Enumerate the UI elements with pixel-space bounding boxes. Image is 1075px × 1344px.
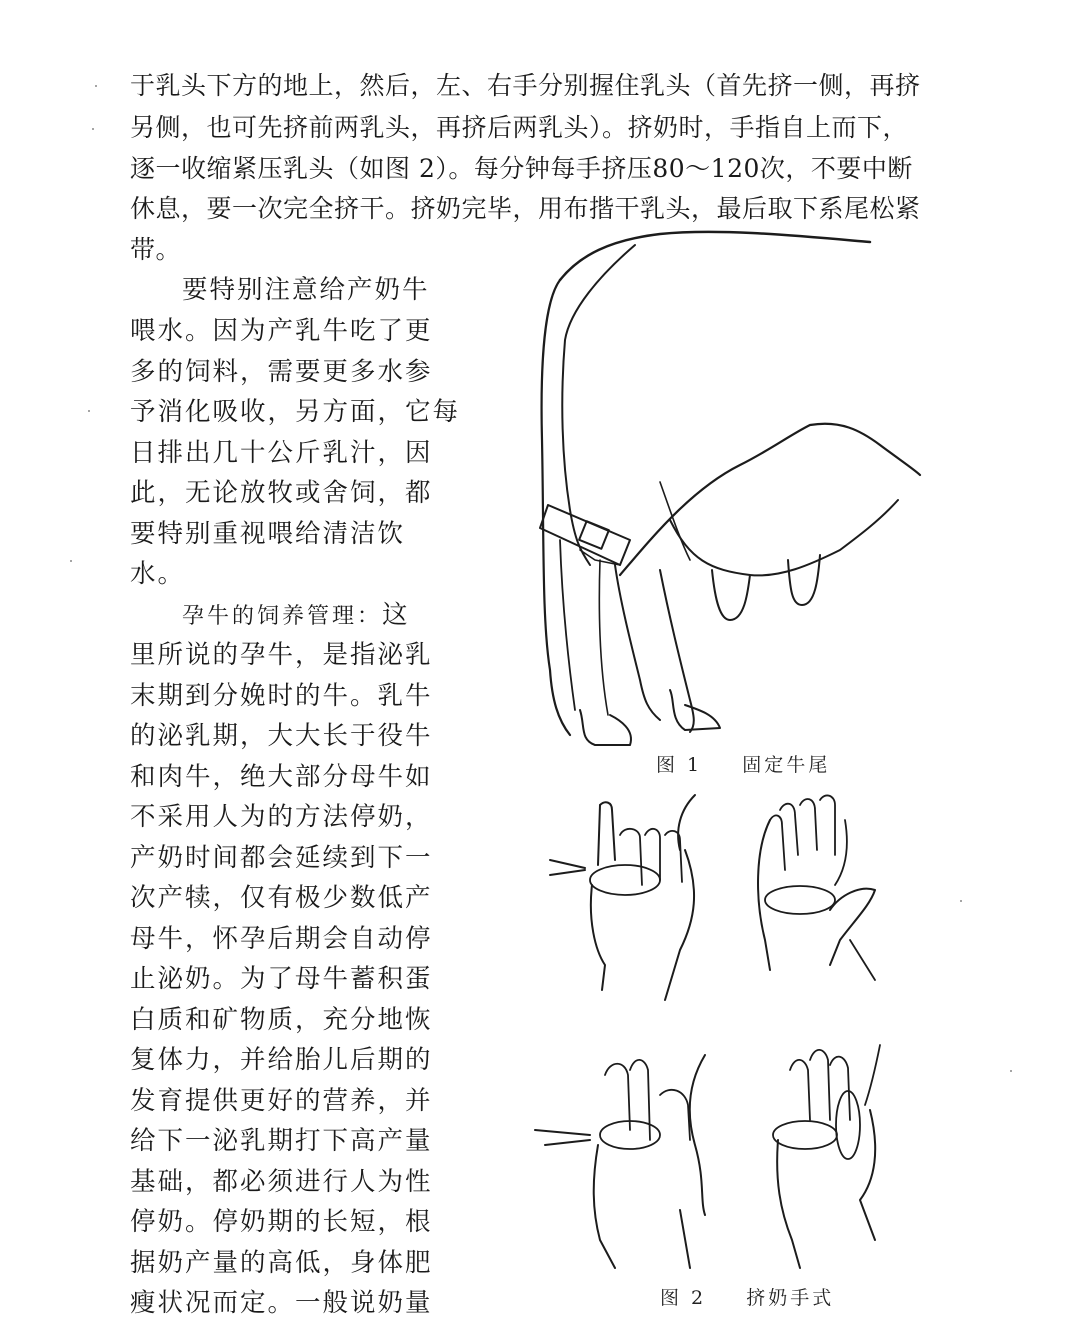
hand-4 (773, 1045, 880, 1268)
text-line: 里所说的孕牛，是指泌乳 (130, 640, 433, 670)
text-line: 要特别重视喂给清洁饮 (130, 519, 406, 549)
text-line: 另侧，也可先挤前两乳头，再挤后两乳头）。挤奶时，手指自上而下， (130, 113, 909, 142)
text-line: 日排出几十公斤乳汁，因 (130, 438, 433, 468)
text-line: 瘦状况而定。一般说奶量 (130, 1288, 433, 1318)
text-line: 停奶。停奶期的长短，根 (130, 1207, 433, 1237)
text-line: 给下一泌乳期打下高产量 (130, 1126, 433, 1156)
text-line: 据奶产量的高低，身体肥 (130, 1248, 433, 1278)
cow-hindquarters-tail-strap-icon (520, 220, 940, 750)
hand-3 (535, 1055, 705, 1268)
text-line: 水。 (130, 559, 186, 589)
text-line: 于乳头下方的地上，然后，左、右手分别握住乳头（首先挤一侧，再挤 (130, 71, 921, 100)
scan-speck (1010, 1070, 1012, 1072)
hand-2 (758, 795, 875, 980)
milking-hands-icon (530, 790, 920, 1270)
figure-1 (520, 220, 940, 750)
text-line: 复体力，并给胎儿后期的 (130, 1045, 433, 1075)
text-line: 的泌乳期，大大长于役牛 (130, 721, 433, 751)
hand-1 (550, 795, 695, 1000)
text-line: 白质和矿物质，充分地恢 (130, 1005, 433, 1035)
text-line: 不采用人为的方法停奶， (130, 802, 433, 832)
text-line: 发育提供更好的营养，并 (130, 1086, 433, 1116)
text-line: 予消化吸收，另方面，它每 (130, 397, 461, 427)
text-line (130, 599, 492, 633)
text-line: 休息，要一次完全挤干。挤奶完毕，用布揩干乳头，最后取下系尾松紧 (130, 194, 921, 223)
text-line: 止泌奶。为了母牛蓄积蛋 (130, 964, 433, 994)
scan-speck (88, 410, 90, 412)
text-line: 产奶时间都会延续到下一 (130, 843, 433, 873)
text-line: 次产犊，仅有极少数低产 (130, 883, 433, 913)
text-line: 和肉牛，绝大部分母牛如 (130, 762, 433, 792)
scan-speck (92, 128, 94, 130)
figure-2 (530, 790, 920, 1270)
text-line: 基础，都必须进行人为性 (130, 1167, 433, 1197)
figure-2-caption (660, 1283, 834, 1310)
scan-speck (95, 85, 97, 87)
figure-1-number: 图 1 (656, 754, 703, 776)
text-line: 母牛，怀孕后期会自动停 (130, 924, 433, 954)
figure-1-title: 固定牛尾 (742, 754, 831, 776)
figure-2-number: 图 2 (660, 1287, 707, 1309)
text-line: 带。 (130, 235, 182, 264)
scan-speck (960, 900, 962, 902)
scan-speck (70, 560, 72, 562)
text-line: 多的饲料，需要更多水参 (130, 357, 433, 387)
text-fragment: 这 (382, 600, 410, 630)
text-line: 逐一收缩紧压乳头（如图 2）。每分钟每手挤压80～120次，不要中断 (130, 154, 913, 183)
text-line: 要特别注意给产奶牛 (182, 275, 430, 305)
text-line: 此，无论放牧或舍饲，都 (130, 478, 433, 508)
text-line: 喂水。因为产乳牛吃了更 (130, 316, 433, 346)
figure-2-title: 挤奶手式 (746, 1287, 835, 1309)
text-line: 末期到分娩时的牛。乳牛 (130, 681, 433, 711)
figure-1-caption (656, 750, 830, 777)
section-heading: 孕牛的饲养管理： (182, 604, 383, 629)
